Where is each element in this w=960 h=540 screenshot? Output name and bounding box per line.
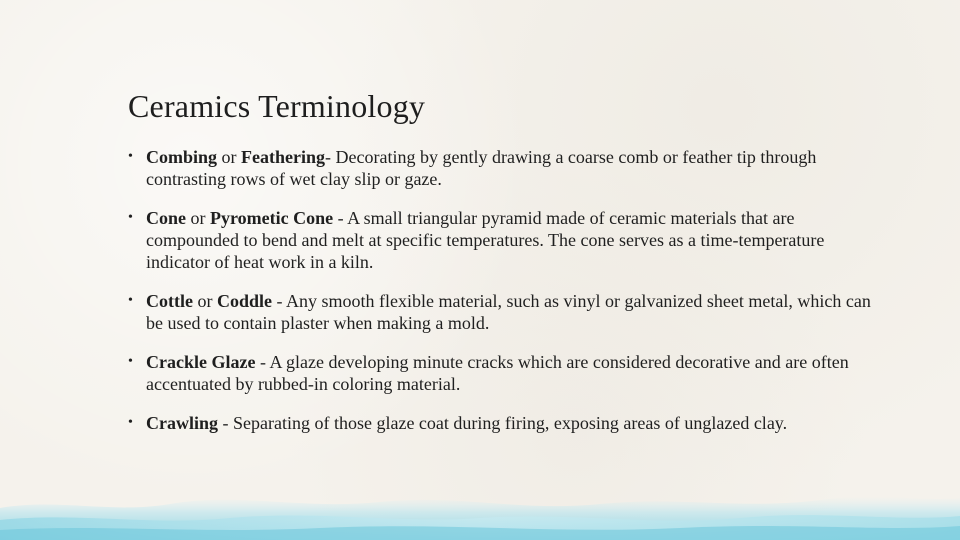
term-definition: A small triangular pyramid made of ceramic materials that are compounded to bend and melt at specific temperatures. The cone serves as a time-temperature indicator of heat work in a kiln. [146,208,825,272]
term-name-alt: Feathering [241,147,325,167]
term-separator: - [218,413,233,433]
term-name: Crackle Glaze [146,352,256,372]
term-separator: - [325,147,336,167]
term-separator: - [333,208,348,228]
list-item-combing [128,146,878,190]
bullet-glyph: • [128,149,133,164]
term-definition: Any smooth flexible material, such as vinyl or galvanized sheet metal, which can be used to contain plaster when making a mold. [146,291,871,333]
term-name: Combing [146,147,218,167]
terminology-list [128,146,878,451]
term-separator: - [255,352,270,372]
term-definition: Decorating by gently drawing a coarse comb or feather tip through contrasting rows of wet clay slip or gaze. [146,147,817,189]
term-name: Cone [146,208,186,228]
bullet-glyph: • [128,415,133,430]
bullet-glyph: • [128,210,133,225]
term-definition: Separating of those glaze coat during firing, exposing areas of unglazed clay. [233,413,788,433]
slide-title: Ceramics Terminology [128,88,426,124]
term-separator: - [272,291,287,311]
list-item-crackle-glaze [128,351,878,395]
term-name-alt: Coddle [216,291,272,311]
term-definition: A glaze developing minute cracks which are considered decorative and are often accentuated by rubbed-in coloring material. [146,352,849,394]
list-item-cone [128,207,878,273]
term-joiner: or [186,208,210,228]
list-item-cottle [128,290,878,334]
term-joiner: or [217,147,242,167]
term-name: Crawling [146,413,218,433]
bullet-glyph: • [128,354,133,369]
term-joiner: or [192,291,217,311]
bullet-glyph: • [128,293,133,308]
term-name: Cottle [146,291,193,311]
list-item-crawling [128,412,878,434]
term-name-alt: Pyrometic Cone [210,208,334,228]
watercolor-band-decoration [0,480,960,540]
